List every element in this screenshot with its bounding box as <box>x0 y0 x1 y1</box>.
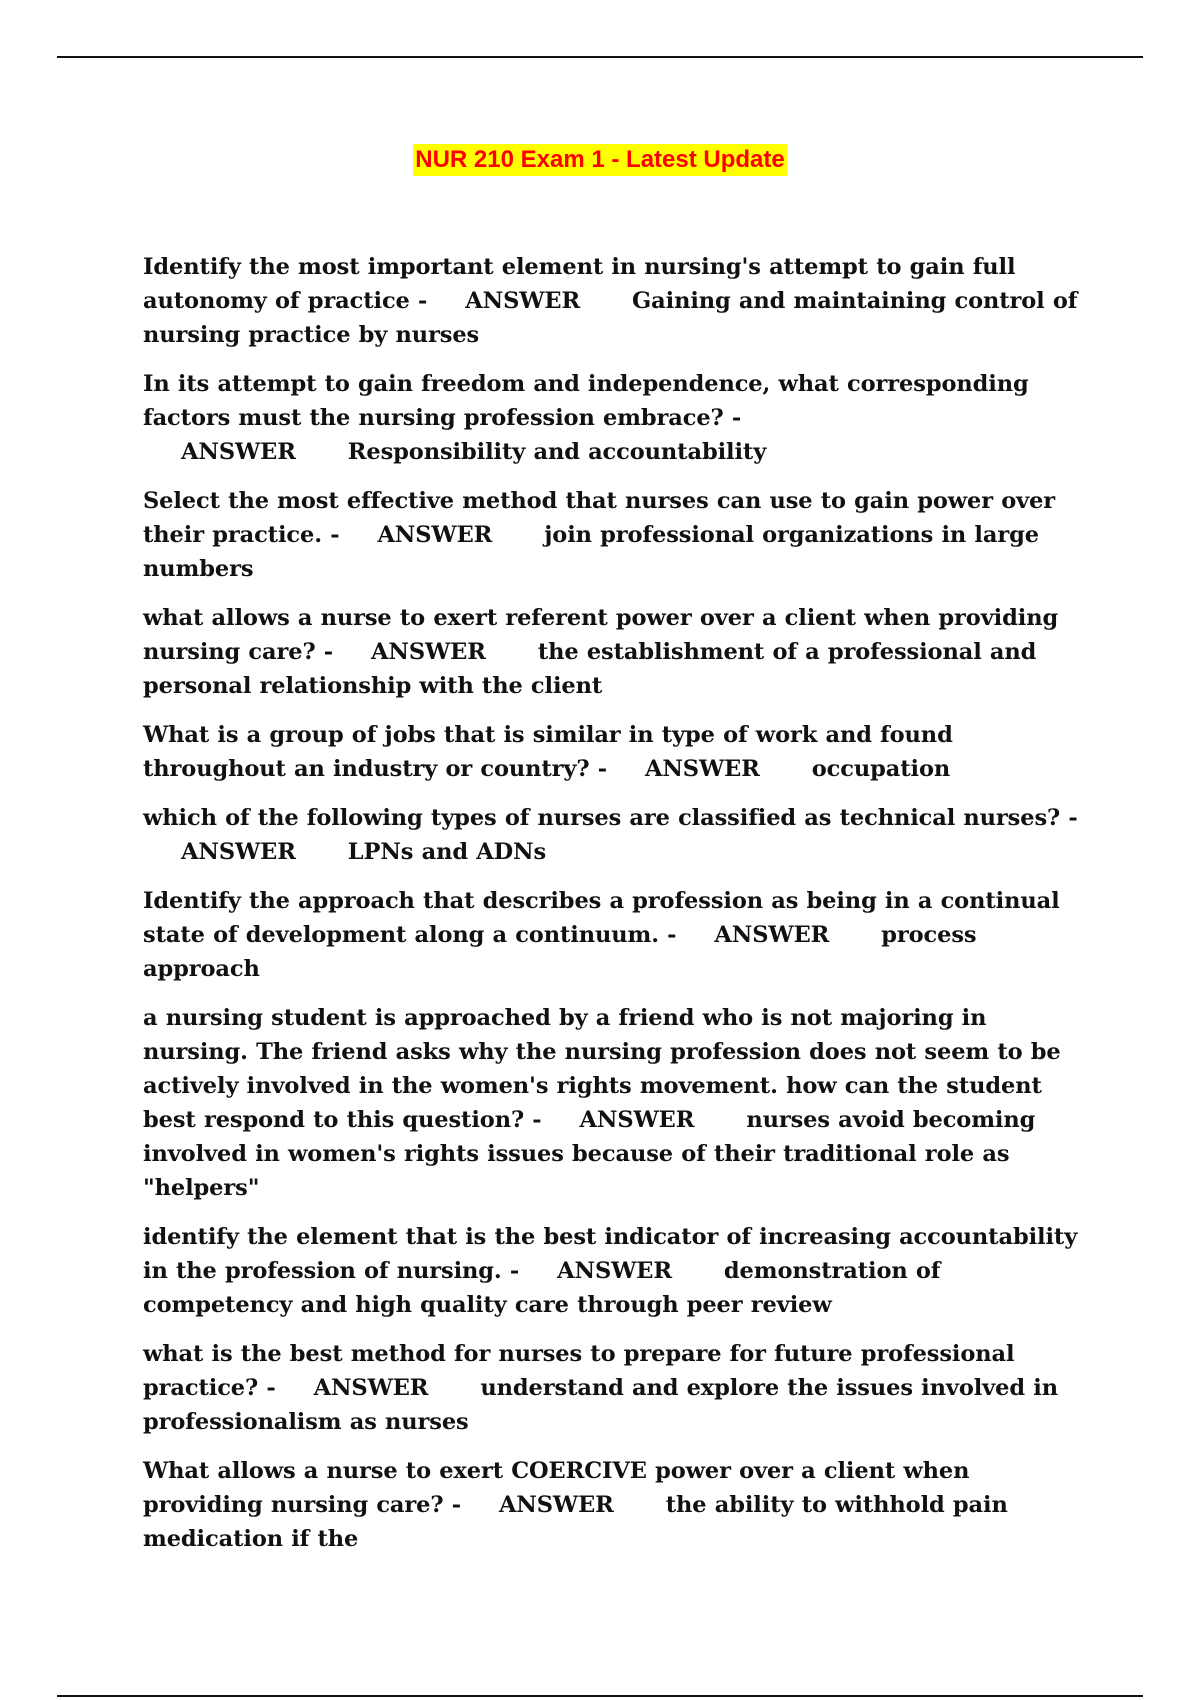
top-rule <box>57 56 1143 58</box>
qa-item <box>143 1337 1093 1439</box>
answer-text: occupation <box>811 756 951 782</box>
answer-text: understand and explore the issues involved in professionalism as nurses <box>143 1375 1058 1435</box>
qa-item <box>143 1454 1093 1556</box>
answer-label: ANSWER <box>579 1107 695 1133</box>
question-text: What allows a nurse to exert COERCIVE power over a client when providing nursing care? <box>143 1458 970 1518</box>
answer-separator: - <box>266 1375 276 1401</box>
answer-label: ANSWER <box>557 1258 672 1284</box>
answer-text: Gaining and maintaining control of nursing practice by nurses <box>143 288 1078 348</box>
question-text: identify the element that is the best indicator of increasing accountability in the profession of nursing. <box>143 1224 1078 1284</box>
answer-text: process approach <box>143 922 977 982</box>
answer-text: nurses avoid becoming involved in women's rights issues because of their traditional role as "helpers" <box>143 1107 1036 1201</box>
answer-text: join professional organizations in large numbers <box>143 522 1039 582</box>
question-text: What is a group of jobs that is similar in type of work and found throughout an industry or country? <box>143 722 953 782</box>
answer-label: ANSWER <box>181 839 296 865</box>
qa-list <box>143 250 1093 1571</box>
qa-item <box>143 250 1093 352</box>
question-text: Identify the approach that describes a profession as being in a continual state of development along a continuum. <box>143 888 1060 948</box>
qa-item <box>143 484 1093 586</box>
document-title: NUR 210 Exam 1 - Latest Update <box>413 144 786 176</box>
qa-item <box>143 884 1093 986</box>
answer-label: ANSWER <box>714 922 830 948</box>
answer-label: ANSWER <box>371 639 486 665</box>
answer-text: LPNs and ADNs <box>347 839 547 865</box>
answer-separator: - <box>667 922 677 948</box>
answer-separator: - <box>597 756 607 782</box>
answer-separator: - <box>418 288 428 314</box>
question-text: what allows a nurse to exert referent power over a client when providing nursing care? <box>143 605 1059 665</box>
answer-label: ANSWER <box>465 288 581 314</box>
title-block <box>0 144 1200 176</box>
answer-separator: - <box>451 1492 461 1518</box>
answer-separator: - <box>330 522 340 548</box>
question-text: Identify the most important element in nursing's attempt to gain full autonomy of practice <box>143 254 1016 314</box>
qa-item <box>143 801 1093 869</box>
answer-text: the ability to withhold pain medication if the <box>143 1492 1008 1552</box>
answer-label: ANSWER <box>377 522 493 548</box>
answer-text: Responsibility and accountability <box>347 439 767 465</box>
answer-separator: - <box>731 405 742 431</box>
question-text: which of the following types of nurses are classified as technical nurses? <box>143 805 1061 831</box>
answer-label: ANSWER <box>498 1492 614 1518</box>
qa-item <box>143 718 1093 786</box>
qa-item <box>143 601 1093 703</box>
qa-item <box>143 1220 1093 1322</box>
question-text: Select the most effective method that nurses can use to gain power over their practice. <box>143 488 1056 548</box>
qa-item <box>143 1001 1093 1205</box>
answer-separator: - <box>323 639 334 665</box>
answer-separator: - <box>509 1258 520 1284</box>
answer-label: ANSWER <box>181 439 296 465</box>
question-text: what is the best method for nurses to prepare for future professional practice? <box>143 1341 1015 1401</box>
question-text: a nursing student is approached by a friend who is not majoring in nursing. The friend asks why the nursing profession does not seem to be actively involved in the women's rights movement. how can the student best respond to this question? <box>143 1005 1061 1133</box>
bottom-rule <box>57 1695 1143 1697</box>
answer-text: demonstration of competency and high quality care through peer review <box>143 1258 941 1318</box>
answer-separator: - <box>1068 805 1078 831</box>
question-text: In its attempt to gain freedom and independence, what corresponding factors must the nursing profession embrace? <box>143 371 1029 431</box>
answer-text: the establishment of a professional and personal relationship with the client <box>143 639 1037 699</box>
answer-separator: - <box>532 1107 542 1133</box>
qa-item <box>143 367 1093 469</box>
answer-label: ANSWER <box>644 756 760 782</box>
answer-label: ANSWER <box>313 1375 429 1401</box>
